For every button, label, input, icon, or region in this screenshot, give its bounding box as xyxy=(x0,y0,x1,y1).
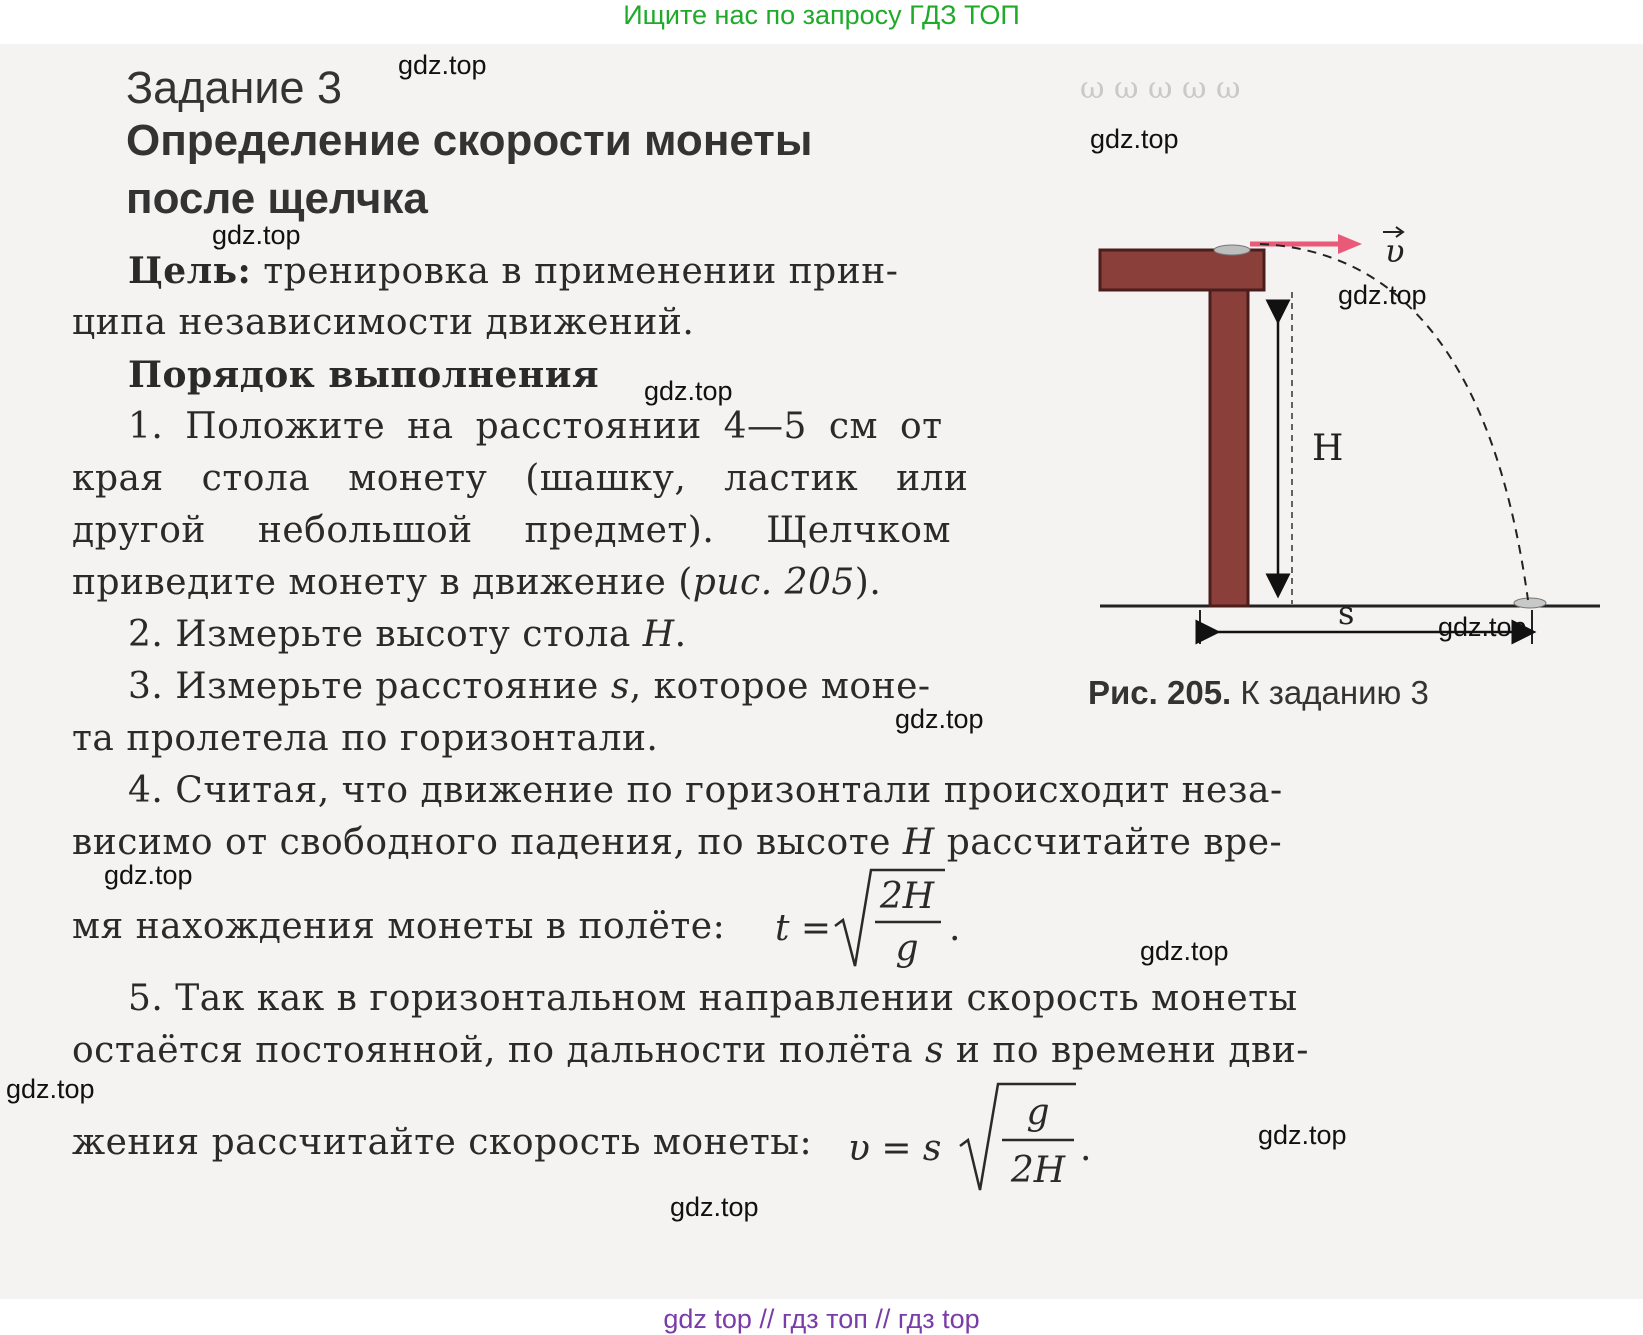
formula-velocity-num: g xyxy=(1026,1092,1050,1133)
step4-line3: мя нахождения монеты в полёте: xyxy=(72,906,726,947)
goal-text: тренировка в применении прин- xyxy=(263,251,899,292)
watermark: gdz.top xyxy=(895,704,984,734)
step2: 2. Измерьте высоту стола H. xyxy=(128,614,687,655)
bottom-banner[interactable]: gdz top // гдз топ // гдз top xyxy=(663,1304,980,1334)
step4-line2: висимо от свободного падения, по высоте H рассчитайте вре- xyxy=(72,822,1283,863)
step1-line2: края стола монету (шашку, ластик или xyxy=(72,458,969,499)
formula-velocity xyxy=(848,1068,1092,1198)
step1-line1: 1. Положите на расстоянии 4—5 см от xyxy=(128,406,943,447)
formula-velocity-den: 2H xyxy=(1010,1150,1066,1191)
svg-text:.: . xyxy=(1080,1128,1092,1169)
figure-caption-number: Рис. 205. xyxy=(1088,674,1232,711)
velocity-arrowhead xyxy=(1338,234,1362,254)
figure-caption-text: К заданию 3 xyxy=(1231,674,1429,711)
goal-label: Цель: xyxy=(128,250,252,292)
formula-time-lhs: t = xyxy=(775,908,832,949)
goal-line2: ципа независимости движений. xyxy=(72,302,695,343)
coin-on-floor xyxy=(1514,598,1546,608)
step3-line2: та пролетела по горизонтали. xyxy=(72,718,659,759)
watermark: gdz.top xyxy=(1090,124,1179,154)
distance-label: s xyxy=(1338,594,1355,632)
velocity-label: υ xyxy=(1385,232,1405,270)
task-number: Задание 3 xyxy=(126,62,343,113)
table-leg xyxy=(1210,290,1248,606)
watermark: gdz.top xyxy=(398,50,487,80)
watermark: gdz.top xyxy=(6,1074,95,1104)
watermark: gdz.top xyxy=(644,376,733,406)
step1-line3: другой небольшой предмет). Щелчком xyxy=(72,510,951,551)
formula-time-num: 2H xyxy=(879,876,935,917)
task-title-line1: Определение скорости монеты xyxy=(126,116,813,165)
step1-line4: приведите монету в движение (рис. 205). xyxy=(72,562,882,603)
watermark: gdz.top xyxy=(1140,936,1229,966)
figure-caption xyxy=(1088,674,1429,712)
textbook-page: ω ω ω ω ω Задание 3 Определение скорости монеты после щелчка Цель: тренировка в применении прин- ципа независимости движений. Порядок выполнения 1. Положите на расстоянии 4—5 см от края стола монету (шашку, ластик или другой небольшой предмет). Щелчком приведите монету в движение (рис. 205). 2. Измерьте высоту стола H. 3. Измерьте расстояние s, которое моне- та пролетела по горизонтали. 4. Считая, что движение по горизонтали происходит неза- висимо от свободного падения, по высоте H рассчитайте вре- мя нахождения монеты в полёте: t = 2H g . 5. Так как в горизонтальном направлении скорость монеты остаётся постоянной, по дальности полёта s и по времени дви- жения рассчитайте скорость монеты: υ = s g 2H . υ H s Рис. 205. К заданию 3 gdz.top gdz.top gdz.top gdz.top gdz.top gdz.top gdz.top gdz.top gdz.top gdz.top gdz.top gdz.top xyxy=(0,44,1643,1299)
watermark: gdz.top xyxy=(212,220,301,250)
watermark: gdz.top xyxy=(104,860,193,890)
figure-ref: рис. 205 xyxy=(692,562,855,603)
formula-velocity-lhs: υ = s xyxy=(848,1128,942,1169)
top-banner[interactable]: Ищите нас по запросу ГДЗ ТОП xyxy=(623,0,1020,30)
step5-line1: 5. Так как в горизонтальном направлении скорость монеты xyxy=(128,978,1298,1019)
table-top xyxy=(1100,250,1264,290)
task-title-line2: после щелчка xyxy=(126,174,428,223)
svg-text:.: . xyxy=(949,908,961,949)
step4-line1: 4. Считая, что движение по горизонтали происходит неза- xyxy=(128,770,1283,811)
watermark: gdz.top xyxy=(1258,1120,1347,1150)
height-label: H xyxy=(1312,428,1344,469)
formula-time-den: g xyxy=(895,928,919,969)
watermark: gdz.top xyxy=(1438,612,1527,642)
watermark: gdz.top xyxy=(670,1192,759,1222)
step5-line2: остаётся постоянной, по дальности полёта s и по времени дви- xyxy=(72,1030,1309,1071)
coin-on-table xyxy=(1214,245,1250,255)
formula-time xyxy=(775,856,975,976)
watermark: gdz.top xyxy=(1338,280,1427,310)
step5-line3: жения рассчитайте скорость монеты: xyxy=(72,1122,813,1163)
step3-line1: 3. Измерьте расстояние s, которое моне- xyxy=(128,666,931,707)
procedure-heading: Порядок выполнения xyxy=(128,354,600,396)
goal-line1 xyxy=(128,250,898,292)
